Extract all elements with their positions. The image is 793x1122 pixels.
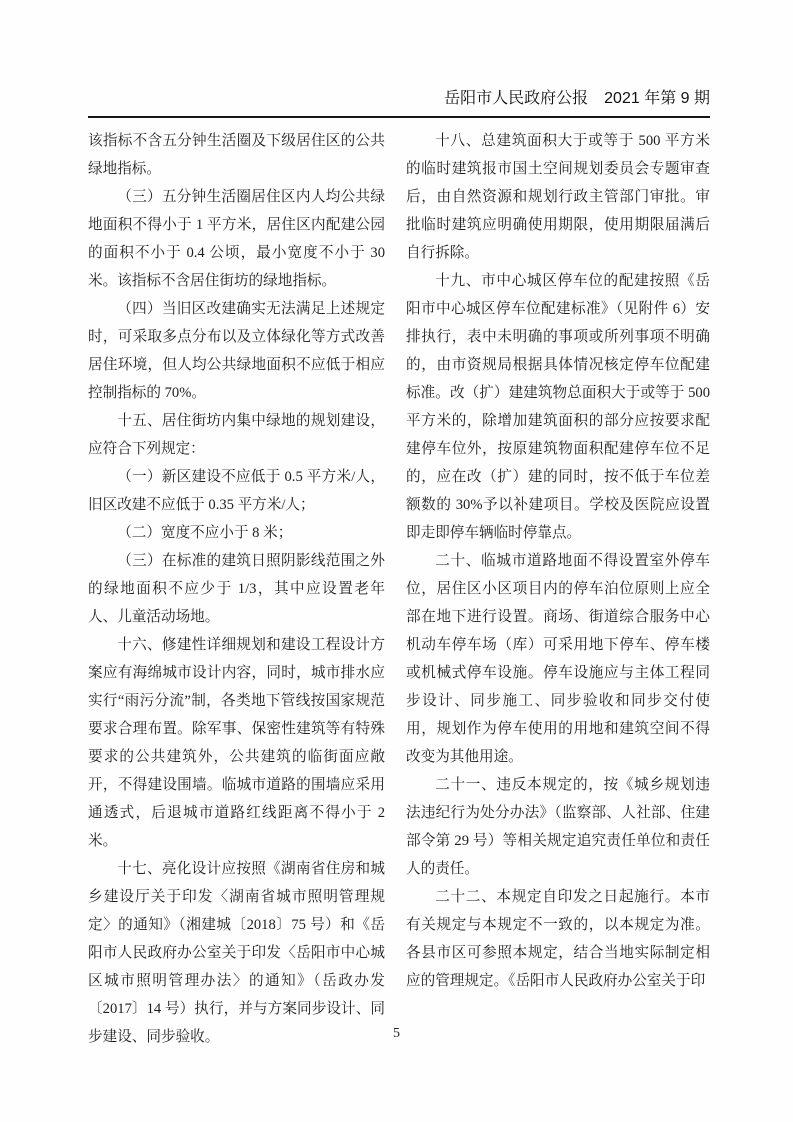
paragraph: 十五、居住街坊内集中绿地的规划建设，应符合下列规定： — [88, 413, 385, 457]
paragraph: 二十二、本规定自印发之日起施行。本市有关规定与本规定不一致的，以本规定为准。各县市区可参照本规定，结合当地实际制定相应的管理规定。《岳阳市人民政府办公室关于印 — [406, 889, 710, 989]
paragraph: 二十、临城市道路地面不得设置室外停车位，居住区小区项目内的停车泊位原则上应全部在地下进行设置。商场、街道综合服务中心机动车停车场（库）可采用地下停车、停车楼或机械式停车设施。停车设施应与主体工程同步设计、同步施工、同步验收和同步交付使用，规划作为停车使用的用地和建筑空间不得改变为其他用途。 — [406, 553, 710, 765]
paragraph: （一）新区建设不应低于 0.5 平方米/人，旧区改建不应低于 0.35 平方米/人； — [88, 469, 385, 513]
paragraph: 十九、市中心城区停车位的配建按照《岳阳市中心城区停车位配建标准》（见附件 6）安排执行，表中未明确的事项或所列事项不明确的，由市资规局根据具体情况核定停车位配建标准。改（扩）建建筑物总面积大于或等于 500 平方米的，除增加建筑面积的部分应按要求配建停车位外，按原建筑物面积配建停车位不足的，应在改（扩）建的同时，按不低于车位差额数的 30%予以补建项目。学校及医院应设置即走即停车辆临时停靠点。 — [406, 273, 710, 541]
header-rule — [88, 116, 710, 118]
paragraph: 十六、修建性详细规划和建设工程设计方案应有海绵城市设计内容，同时，城市排水应实行“雨污分流”制，各类地下管线按国家规范要求合理布置。除军事、保密性建筑等有特殊要求的公共建筑外，公共建筑的临街面应敞开，不得建设围墙。临城市道路的围墙应采用通透式，后退城市道路红线距离不得小于 2 米。 — [88, 637, 385, 849]
issue-number: 2021 年第 9 期 — [604, 90, 710, 107]
paragraph: （三）在标准的建筑日照阴影线范围之外的绿地面积不应少于 1/3，其中应设置老年人、儿童活动场地。 — [88, 553, 385, 625]
text-columns — [88, 127, 710, 1051]
paragraph: 十七、亮化设计应按照《湖南省住房和城乡建设厅关于印发〈湖南省城市照明管理规定〉的通知》（湘建城〔2018〕75 号）和《岳阳市人民政府办公室关于印发〈岳阳市中心城区城市照明管理办法〉的通知》（岳政办发〔2017〕14 号）执行，并与方案同步设计、同步建设、同步验收。 — [88, 861, 385, 1045]
gazette-title: 岳阳市人民政府公报 — [444, 90, 589, 107]
paragraph: （四）当旧区改建确实无法满足上述规定时，可采取多点分布以及立体绿化等方式改善居住环境，但人均公共绿地面积不应低于相应控制指标的 70%。 — [88, 301, 385, 401]
paragraph: 十八、总建筑面积大于或等于 500 平方米的临时建筑报市国土空间规划委员会专题审查后，由自然资源和规划行政主管部门审批。审批临时建筑应明确使用期限，使用期限届满后自行拆除。 — [406, 133, 710, 261]
paragraph: 该指标不含五分钟生活圈及下级居住区的公共绿地指标。 — [88, 133, 385, 177]
paragraph: 二十一、违反本规定的，按《城乡规划违法违纪行为处分办法》（监察部、人社部、住建部令第 29 号）等相关规定追究责任单位和责任人的责任。 — [406, 777, 710, 877]
right-column — [406, 127, 710, 1051]
page-header — [88, 89, 710, 109]
paragraph: （二）宽度不应小于 8 米； — [117, 525, 293, 541]
page-number: 5 — [393, 1026, 400, 1041]
left-column — [88, 127, 385, 1051]
paragraph: （三）五分钟生活圈居住区内人均公共绿地面积不得小于 1 平方米，居住区内配建公园的面积不小于 0.4 公顷，最小宽度不小于 30 米。该指标不含居住街坊的绿地指标。 — [88, 189, 385, 289]
